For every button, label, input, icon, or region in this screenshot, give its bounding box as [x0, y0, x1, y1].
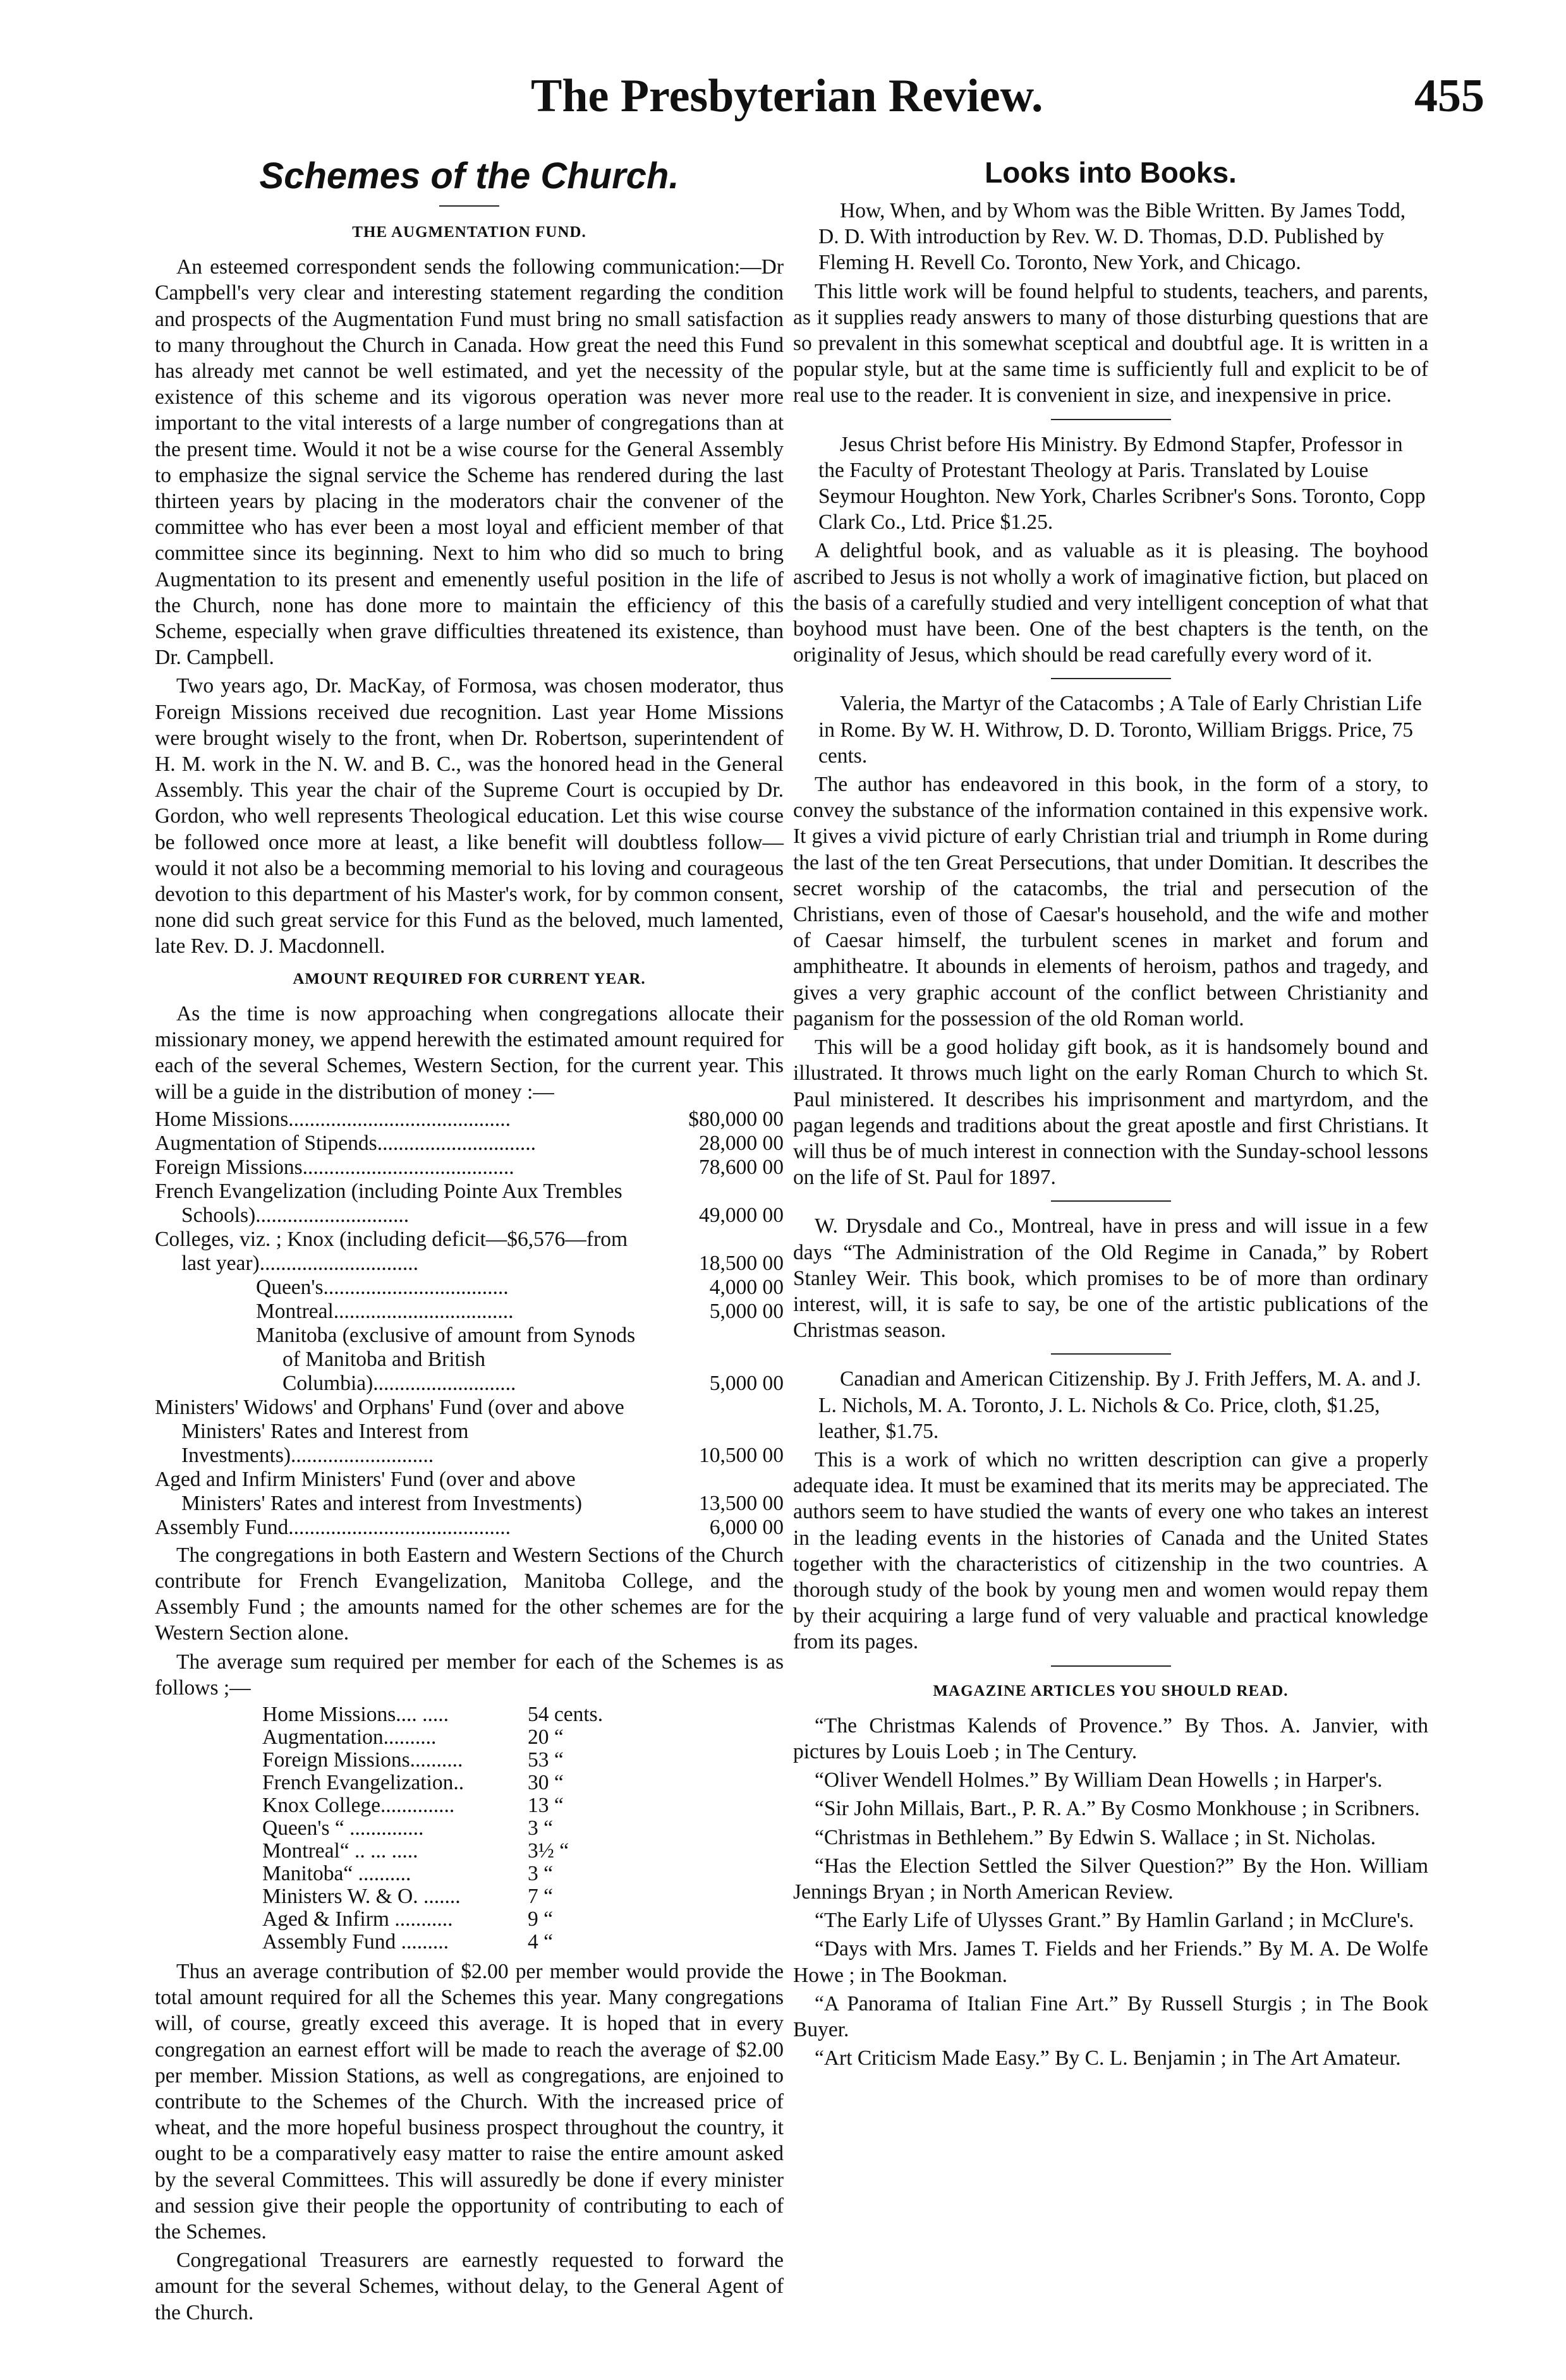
- review-text: A delightful book, and as valuable as it is pleasing. The boyhood ascribed to Jesus is not wholly a work of imaginative fiction, but placed on the basis of a carefully studied and very intelligent conception of what that boyhood must have been. One of the best chapters is the tenth, on the originality of Jesus, which should be read carefully every word of it.: [793, 539, 1428, 667]
- magazine-item: “The Christmas Kalends of Provence.” By Thos. A. Janvier, with pictures by Louis Loeb ; in The Century.: [793, 1713, 1428, 1763]
- book-review: [793, 432, 1428, 668]
- allocation-label: Assembly Fund..........................................: [155, 1515, 511, 1539]
- divider-rule: [1051, 678, 1171, 679]
- average-row: [262, 1772, 616, 1794]
- average-row: [262, 1749, 616, 1772]
- average-amount: 13 “: [528, 1793, 564, 1817]
- average-row: [262, 1817, 616, 1840]
- magazine-item: “A Panorama of Italian Fine Art.” By Russell Sturgis ; in The Book Buyer.: [793, 1991, 1428, 2041]
- augmentation-paragraph-1: An esteemed correspondent sends the following communication:—Dr Campbell's very clear and interesting statement regarding the condition and prospects of the Augmentation Fund must bring no small satisfaction to many throughout the Church in Canada. How great the need this Fund has already met cannot be well estimated, and yet the necessity of the existence of this scheme and its vigorous operation was never more important to the vital interests of a large number of congregations than at the present time. Would it not be a wise course for the General Assembly to emphasize the signal service the Scheme has rendered during the last thirteen years by placing in the moderators chair the convener of the committee who has ever been a most loyal and efficient member of that committee since its beginning. Next to him who did so much to bring Augmentation to its present and emenently useful position in the life of the Church, none has done more to maintain the efficiency of this Scheme, especially when grave difficulties threatened its existence, than Dr. Campbell.: [155, 255, 784, 670]
- average-label: Montreal“ .. ... .....: [262, 1839, 418, 1863]
- average-amount: 54 cents.: [528, 1702, 604, 1726]
- allocation-amount: 5,000 00: [709, 1299, 784, 1323]
- average-amount: 20 “: [528, 1725, 564, 1749]
- allocation-amount: 5,000 00: [709, 1371, 784, 1395]
- augmentation-paragraph-2: Two years ago, Dr. MacKay, of Formosa, was chosen moderator, thus Foreign Missions received due recognition. Last year Home Missions were brought wisely to the front, when Dr. Robertson, superintendent of H. M. work in the N. W. and B. C., was the honored head in the General Assembly. This year the chair of the Supreme Court is occupied by Dr. Gordon, who well represents Theological education. Let this wise course be followed once more at least, a like benefit will doubtless follow—would it not also be a becomming memorial to his loving and courageous devotion to this department of his Master's work, for by common consent, none did such great service for this Fund as the beloved, much lamented, late Rev. D. J. Macdonnell.: [155, 674, 784, 958]
- average-row: [262, 1863, 616, 1885]
- page-number: 455: [1414, 70, 1484, 122]
- review-citation: How, When, and by Whom was the Bible Written. By James Todd, D. D. With introduction by Rev. W. D. Thomas, D.D. Published by Fleming H. Revell Co. Toronto, New York, and Chicago.: [818, 199, 1406, 275]
- allocation-row: [155, 1156, 784, 1180]
- allocation-label: Queen's...................................: [256, 1275, 509, 1299]
- allocation-row: [155, 1516, 784, 1540]
- magazine-articles-heading: MAGAZINE ARTICLES YOU SHOULD READ.: [933, 1682, 1289, 1700]
- average-label: Queen's “ ..............: [262, 1816, 424, 1840]
- allocation-amount: 10,500 00: [699, 1443, 784, 1467]
- review-citation: Valeria, the Martyr of the Catacombs ; A Tale of Early Christian Life in Rome. By W. H. Withrow, D. D. Toronto, William Briggs. Price, 75 cents.: [818, 692, 1422, 768]
- allocation-label: Home Missions..........................................: [155, 1107, 511, 1131]
- average-label: Aged & Infirm ...........: [262, 1907, 453, 1931]
- divider-rule: [1051, 1665, 1171, 1667]
- allocation-amount: 4,000 00: [709, 1275, 784, 1299]
- average-label: Ministers W. & O. .......: [262, 1884, 461, 1908]
- magazine-item: “Art Criticism Made Easy.” By C. L. Benjamin ; in The Art Amateur.: [815, 2046, 1401, 2070]
- magazine-item: “Days with Mrs. James T. Fields and her Friends.” By M. A. De Wolfe Howe ; in The Bookman.: [793, 1937, 1428, 1987]
- average-label: Augmentation..........: [262, 1725, 437, 1749]
- page-header: [0, 69, 1566, 139]
- allocation-intro: As the time is now approaching when congregations allocate their missionary money, we append herewith the estimated amount required for each of the several Schemes, Western Section, for the current year. This will be a guide in the distribution of money :—: [155, 1001, 784, 1104]
- allocation-amount: 18,500 00: [699, 1251, 784, 1275]
- allocation-amount: 13,500 00: [699, 1491, 784, 1515]
- allocation-row: [155, 1132, 784, 1156]
- allocation-row: [155, 1300, 784, 1324]
- average-amount: 53 “: [528, 1748, 564, 1772]
- review-text: This will be a good holiday gift book, as it is handsomely bound and illustrated. It throws much light on the early Roman Church to which St. Paul ministered. It describes his imprisonment and martyrdom, and the pagan legends and traditions about the great apostle and first Christians. It will thus be of much interest in connection with the Sunday-school lessons on the life of St. Paul for 1897.: [793, 1036, 1428, 1190]
- allocation-label: Ministers' Widows' and Orphans' Fund (over and above Ministers' Rates and Interest from Investments)...........................: [155, 1395, 624, 1467]
- magazine-item: “The Early Life of Ulysses Grant.” By Hamlin Garland ; in McClure's.: [815, 1909, 1414, 1933]
- left-column: [155, 155, 784, 2328]
- divider-rule: [1051, 1353, 1171, 1355]
- allocation-table: [155, 1108, 784, 1540]
- average-row: [262, 1726, 616, 1749]
- allocation-row: [155, 1228, 784, 1276]
- book-review: [793, 1366, 1428, 1655]
- allocation-label: Augmentation of Stipends..............................: [155, 1131, 536, 1155]
- review-citation: Canadian and American Citizenship. By J. Frith Jeffers, M. A. and J. L. Nichols, M. A. Toronto, J. L. Nichols & Co. Price, cloth, $1.25, leather, $1.75.: [818, 1367, 1421, 1443]
- allocation-amount: 49,000 00: [699, 1203, 784, 1227]
- book-review: [793, 198, 1428, 409]
- average-label: French Evangelization..: [262, 1770, 464, 1794]
- average-row: [262, 1908, 616, 1931]
- allocation-row: [155, 1468, 784, 1516]
- divider-rule: [1051, 419, 1171, 420]
- average-label: Foreign Missions..........: [262, 1748, 463, 1772]
- average-amount: 9 “: [528, 1907, 553, 1931]
- average-amount: 3½ “: [528, 1839, 569, 1863]
- average-row: [262, 1931, 616, 1954]
- allocation-amount: 6,000 00: [709, 1515, 784, 1539]
- journal-title: The Presbyterian Review.: [531, 70, 1043, 122]
- average-row: [262, 1794, 616, 1817]
- book-review: [793, 691, 1428, 1190]
- magazine-item: “Christmas in Bethlehem.” By Edwin S. Wallace ; in St. Nicholas.: [815, 1825, 1376, 1849]
- treasurers-paragraph: Congregational Treasurers are earnestly requested to forward the amount for the several Schemes, without delay, to the General Agent of the Church.: [155, 2249, 784, 2324]
- average-amount: 30 “: [528, 1770, 564, 1794]
- allocation-amount: $80,000 00: [688, 1107, 784, 1131]
- augmentation-fund-heading: THE AUGMENTATION FUND.: [352, 224, 586, 241]
- review-text: This is a work of which no written description can give a properly adequate idea. It must be examined that its merits may be appreciated. The authors seem to have studied the wants of every one who takes an interest in the leading events in the histories of Canada and the United States together with the characteristics of citizenship in the two countries. A thorough study of the book by young men and women would repay them by their acquiring a large fund of very valuable and practical knowledge from its pages.: [793, 1447, 1428, 1654]
- amount-required-heading: AMOUNT REQUIRED FOR CURRENT YEAR.: [293, 970, 646, 988]
- allocation-label: French Evangelization (including Pointe Aux Trembles Schools).............................: [155, 1179, 622, 1227]
- average-label: Manitoba“ ..........: [262, 1861, 411, 1885]
- allocation-row: [155, 1276, 784, 1300]
- magazine-item: “Oliver Wendell Holmes.” By William Dean Howells ; in Harper's.: [815, 1768, 1383, 1792]
- allocation-label: Colleges, viz. ; Knox (including deficit—$6,576—from last year)..............................: [155, 1227, 628, 1275]
- average-contribution-paragraph: Thus an average contribution of $2.00 per member would provide the total amount required for all the Schemes this year. Many congregations will, of course, greatly exceed this average. It is hoped that in every congregation an earnest effort will be made to reach the average of $2.00 per member. Mission Stations, as well as congregations, are enjoined to contribute to the Schemes of the Church. With the increased price of wheat, and the more hopeful business prospect throughout the country, it ought to be a comparatively easy matter to raise the entire amount asked by the several Committees. This will assuredly be done if every minister and session give their people the opportunity of contributing to each of the Schemes.: [155, 1959, 784, 2244]
- magazine-item: “Sir John Millais, Bart., P. R. A.” By Cosmo Monkhouse ; in Scribners.: [815, 1797, 1420, 1821]
- allocation-label: Manitoba (exclusive of amount from Synods of Manitoba and British Columbia)...........................: [256, 1323, 636, 1395]
- average-label: Assembly Fund .........: [262, 1930, 449, 1954]
- allocation-row: [155, 1324, 784, 1396]
- average-amount: 3 “: [528, 1861, 553, 1885]
- average-amount: 7 “: [528, 1884, 553, 1908]
- right-column: [793, 155, 1428, 2074]
- allocation-amount: 28,000 00: [699, 1131, 784, 1155]
- average-table: [262, 1703, 616, 1954]
- average-label: Knox College..............: [262, 1793, 455, 1817]
- looks-into-books-title: Looks into Books.: [985, 156, 1237, 189]
- allocation-label: Aged and Infirm Ministers' Fund (over and above Ministers' Rates and interest from Investments): [155, 1467, 583, 1515]
- review-citation: Jesus Christ before His Ministry. By Edmond Stapfer, Professor in the Faculty of Protestant Theology at Paris. Translated by Louise Seymour Houghton. New York, Charles Scribner's Sons. Toronto, Copp Clark Co., Ltd. Price $1.25.: [818, 432, 1426, 535]
- schemes-title: Schemes of the Church.: [259, 155, 679, 196]
- allocation-amount: 78,600 00: [699, 1155, 784, 1179]
- title-rule: [439, 205, 499, 207]
- allocation-row: [155, 1180, 784, 1228]
- average-intro: The average sum required per member for each of the Schemes is as follows ;—: [155, 1650, 784, 1700]
- allocation-label: Montreal..................................: [256, 1299, 514, 1323]
- average-row: [262, 1885, 616, 1908]
- divider-rule: [1051, 1200, 1171, 1202]
- average-row: [262, 1703, 616, 1726]
- average-amount: 4 “: [528, 1930, 553, 1954]
- review-text: This little work will be found helpful to students, teachers, and parents, as it supplies ready answers to many of those disturbing questions that are so prevalent in this somewhat sceptical and doubtful age. It is written in a popular style, but at the same time is sufficiently full and explicit to be of real use to the reader. It is convenient in size, and inexpensive in price.: [793, 279, 1428, 408]
- allocation-row: [155, 1108, 784, 1132]
- average-amount: 3 “: [528, 1816, 553, 1840]
- allocation-row: [155, 1396, 784, 1468]
- average-row: [262, 1840, 616, 1863]
- eastern-western-paragraph: The congregations in both Eastern and Western Sections of the Church contribute for French Evangelization, Manitoba College, and the Assembly Fund ; the amounts named for the other schemes are for the Western Section alone.: [155, 1543, 784, 1645]
- average-label: Home Missions.... .....: [262, 1702, 449, 1726]
- publisher-notice: W. Drysdale and Co., Montreal, have in press and will issue in a few days “The Administration of the Old Regime in Canada,” by Robert Stanley Weir. This book, which promises to be of more than ordinary interest, will, it is safe to say, be one of the artistic publications of the Christmas season.: [793, 1214, 1428, 1343]
- review-text: The author has endeavored in this book, in the form of a story, to convey the substance of the information contained in this expensive work. It gives a vivid picture of early Christian trial and triumph in Rome during the last of the ten Great Persecutions, that under Domitian. It describes the secret worship of the catacombs, the trial and persecution of the Christians, even of those of Caesar's household, and the wife and mother of Caesar himself, the turbulent scenes in market and forum and amphitheatre. It abounds in elements of heroism, pathos and tragedy, and gives a very graphic account of the conflict between Christianity and paganism for the possession of the old Roman world.: [793, 773, 1428, 1030]
- magazine-item: “Has the Election Settled the Silver Question?” By the Hon. William Jennings Bryan ; in North American Review.: [793, 1854, 1428, 1904]
- allocation-label: Foreign Missions........................................: [155, 1155, 514, 1179]
